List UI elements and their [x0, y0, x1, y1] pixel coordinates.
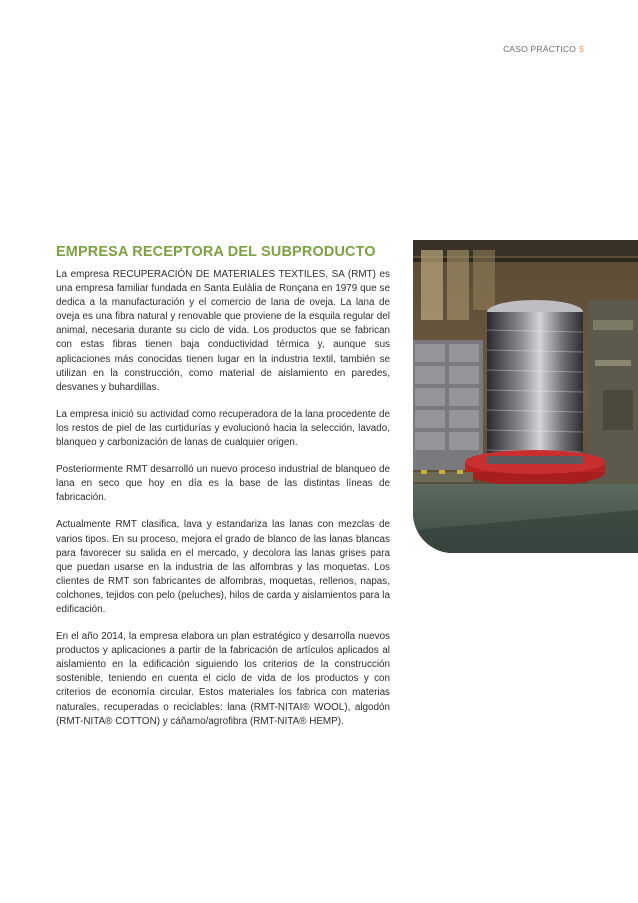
- paragraph-current-activity: Actualmente RMT clasifica, lava y estandariza las lanas con mezclas de varios tipos. En su proceso, mejora el grado de blanco de las lanas blancas para favorecer su salida en el mercado, y decolora las lanas grises para que puedan usarse en la industria de las alfombras y las moquetas. Los clientes de RMT son fabricantes de alfombras, moquetas, rellenos, napas, colchones, tejidos con pelo (peluches), hilos de carda y aislamientos para la edificación.: [56, 519, 390, 615]
- paragraph-history: La empresa inició su actividad como recuperadora de la lana procedente de los restos de piel de las curtidurías y evolucionó hacia la selección, lavado, blanqueo y carbonización de lanas de cualquier origen.: [56, 408, 390, 449]
- section-header: [503, 44, 584, 54]
- section-label: CASO PRÁCTICO: [503, 44, 577, 54]
- section-title: EMPRESA RECEPTORA DEL SUBPRODUCTO: [56, 244, 376, 260]
- paragraph-company-intro: La empresa RECUPERACIÓN DE MATERIALES TEXTILES, SA (RMT) es una empresa familiar fundada en Santa Eulàlia de Ronçana en 1979 que se dedica a la manufacturación y el comercio de lana de oveja. La lana de oveja es una fibra natural y renovable que proviene de la esquila regular del animal, necesaria durante su ciclo de vida. Los productos que se fabrican con estas fibras tienen baja conductividad térmica y, aunque sus aplicaciones más conocidas tienen lugar en la industria textil, también se utilizan en la construcción, como material de aislamiento en paredes, desvanes y buhardillas.: [56, 269, 390, 393]
- body-text: [56, 268, 390, 742]
- factory-photo: [413, 240, 638, 553]
- page-number: 5: [579, 44, 584, 54]
- paragraph-strategic-plan: En el año 2014, la empresa elabora un plan estratégico y desarrolla nuevos productos y aplicaciones a partir de la fabricación de artículos aplicados al aislamiento en la edificación siguiendo los criterios de la construcción sostenible, teniendo en cuenta el ciclo de vida de los productos y con criterios de economía circular. Estos materiales los fabrica con materias naturales, recuperadas o reciclables: lana (RMT-NITAI® WOOL), algodón (RMT-NITA® COTTON) y cáñamo/agrofibra (RMT-NITA® HEMP).: [56, 631, 390, 727]
- paragraph-process: Posteriormente RMT desarrolló un nuevo proceso industrial de blanqueo de lana en seco que hoy en día es la base de las distintas líneas de fabricación.: [56, 464, 390, 504]
